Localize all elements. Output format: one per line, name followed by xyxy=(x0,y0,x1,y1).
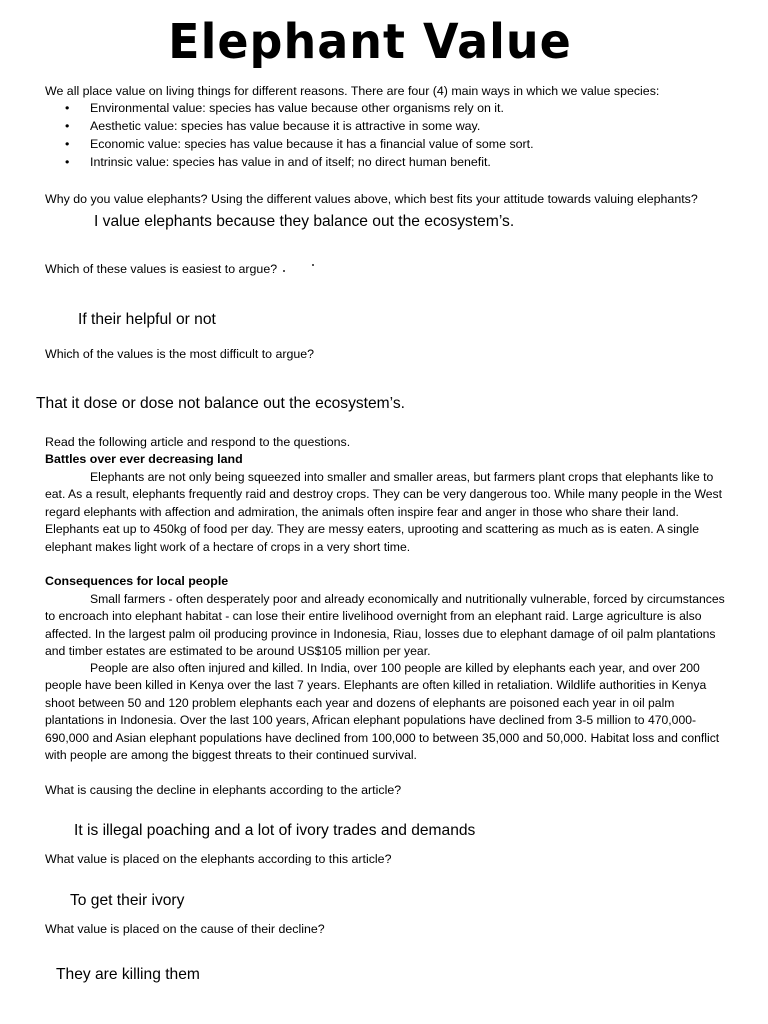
article-paragraph-3-text: People are also often injured and killed. In India, over 100 people are killed by elephants each year, and over 200 people have been killed in Kenya over the last 7 years. Elephants are often killed in retaliation. Wildlife authorities in Kenya shoot between 50 and 120 problem elephants each year and dozens of elephants are poisoned each year in oil palm plantations in Indonesia. Over the last 100 years, African elephant populations have declined from 3-5 million to 470,000-690,000 and Asian elephant populations have declined from 100,000 to between 35,000 and 50,000. Habitat loss and conflict with people are among the biggest threats to their continued survival. xyxy=(45,661,720,763)
question-3: Which of the values is the most difficult to argue? xyxy=(45,347,315,361)
answer-1[interactable]: I value elephants because they balance out the ecosystem’s. xyxy=(94,213,515,230)
list-item-aesthetic: • Aesthetic value: species has value because it is attractive in some way. xyxy=(45,117,534,135)
answer-5[interactable]: To get their ivory xyxy=(70,892,185,909)
values-list xyxy=(45,99,534,171)
stray-mark xyxy=(312,264,314,266)
answer-3[interactable]: That it dose or dose not balance out the ecosystem’s. xyxy=(36,395,405,412)
page-title: Elephant Value xyxy=(168,12,572,70)
article-paragraph-1-text: Elephants are not only being squeezed into smaller and smaller areas, but farmers plant crops that elephants like to eat. As a result, elephants frequently raid and destroy crops. They can be very dangerous too. While many people in the West regard elephants with affection and admiration, the animals often inspire fear and anger in those who share their land. Elephants eat up to 450kg of food per day. They are messy eaters, uprooting and scattering as much as is eaten. A single elephant makes light work of a hectare of crops in a very short time. xyxy=(45,470,723,554)
question-4: What is causing the decline in elephants according to the article? xyxy=(45,783,402,797)
list-item-environmental: • Environmental value: species has value because other organisms rely on it. xyxy=(45,99,534,117)
article-paragraph-2 xyxy=(45,591,735,661)
answer-2[interactable]: If their helpful or not xyxy=(78,311,216,328)
stray-mark xyxy=(283,270,285,272)
article-heading-consequences: Consequences for local people xyxy=(45,574,229,588)
question-1: Why do you value elephants? Using the different values above, which best fits your attitude towards valuing elephants? xyxy=(45,192,698,206)
list-item-economic: • Economic value: species has value because it has a financial value of some sort. xyxy=(45,135,534,153)
article-paragraph-2-text: Small farmers - often desperately poor and already economically and nutritionally vulnerable, forced by circumstances to encroach into elephant habitat - can lose their entire livelihood overnight from an elephant raid. Large agriculture is also affected. In the largest palm oil producing province in Indonesia, Riau, losses due to elephant damage of oil palm plantations and timber estates are estimated to be around US$105 million per year. xyxy=(45,592,725,659)
question-6: What value is placed on the cause of their decline? xyxy=(45,922,325,936)
article-instruction: Read the following article and respond to the questions. xyxy=(45,435,351,449)
article-heading-battles: Battles over ever decreasing land xyxy=(45,452,243,466)
answer-4[interactable]: It is illegal poaching and a lot of ivory trades and demands xyxy=(74,822,476,839)
answer-6[interactable]: They are killing them xyxy=(56,966,200,983)
list-item-intrinsic: • Intrinsic value: species has value in and of itself; no direct human benefit. xyxy=(45,153,534,171)
question-2: Which of these values is easiest to argue? xyxy=(45,262,278,276)
intro-text: We all place value on living things for different reasons. There are four (4) main ways in which we value species: xyxy=(45,84,660,98)
article-paragraph-1 xyxy=(45,469,735,556)
question-5: What value is placed on the elephants according to this article? xyxy=(45,852,392,866)
article-paragraph-3 xyxy=(45,660,735,764)
